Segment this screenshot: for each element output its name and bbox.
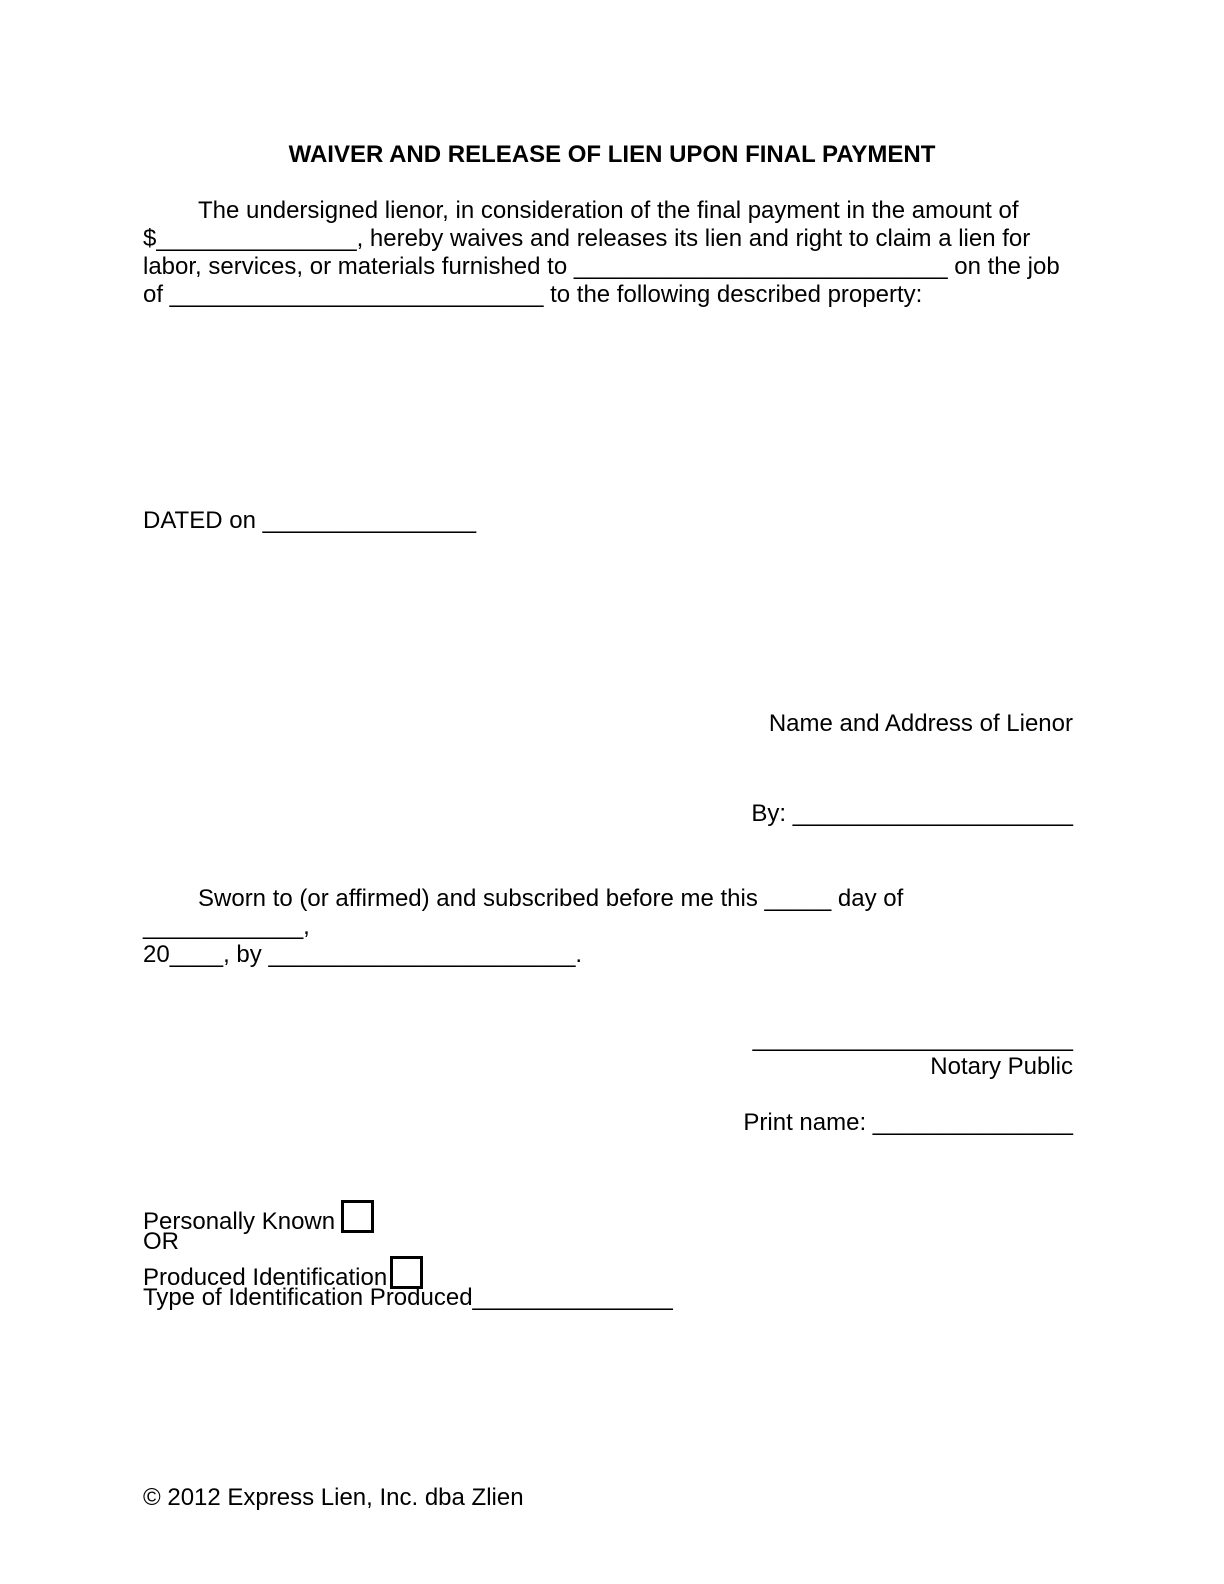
type-of-identification-label: Type of Identification Produced (143, 1284, 473, 1311)
intro-line-2-amount-blank: $_______________, hereby waives and releases its lien and right to claim a lien for (143, 225, 1031, 252)
copyright-footer: © 2012 Express Lien, Inc. dba Zlien (143, 1484, 524, 1511)
intro-line-3-furnished-to-blank: labor, services, or materials furnished to ____________________________ on the job (143, 253, 1060, 280)
sworn-line-2: 20____, by _______________________. (143, 941, 583, 968)
personally-known-line (143, 1200, 1075, 1235)
notary-public-caption: Notary Public (930, 1053, 1073, 1080)
personally-known-label: Personally Known (143, 1208, 336, 1235)
intro-paragraph (143, 197, 1075, 309)
or-label: OR (143, 1228, 179, 1255)
produced-identification-line (143, 1256, 1075, 1291)
notary-signature-line: ________________________ (752, 1025, 1073, 1052)
dated-on-line: DATED on ________________ (143, 507, 477, 534)
intro-line-4-job-of-blank: of ____________________________ to the following described property: (143, 281, 923, 308)
intro-line-1: The undersigned lienor, in consideration of the final payment in the amount of (198, 197, 1019, 224)
type-of-identification-line (143, 1284, 1075, 1312)
document-title: WAIVER AND RELEASE OF LIEN UPON FINAL PAYMENT (288, 141, 936, 168)
sworn-line-1: Sworn to (or affirmed) and subscribed before me this _____ day of ____________, (143, 885, 904, 940)
produced-identification-label: Produced Identification (143, 1264, 388, 1291)
sworn-statement-paragraph (143, 885, 1075, 969)
lienor-name-address-caption: Name and Address of Lienor (768, 710, 1073, 737)
notary-print-name-line: Print name: _______________ (743, 1109, 1073, 1136)
identification-section (143, 1200, 1075, 1312)
type-of-identification-blank: _______________ (472, 1284, 673, 1311)
by-signature-line: By: _____________________ (751, 800, 1073, 827)
personally-known-checkbox[interactable] (341, 1200, 374, 1233)
